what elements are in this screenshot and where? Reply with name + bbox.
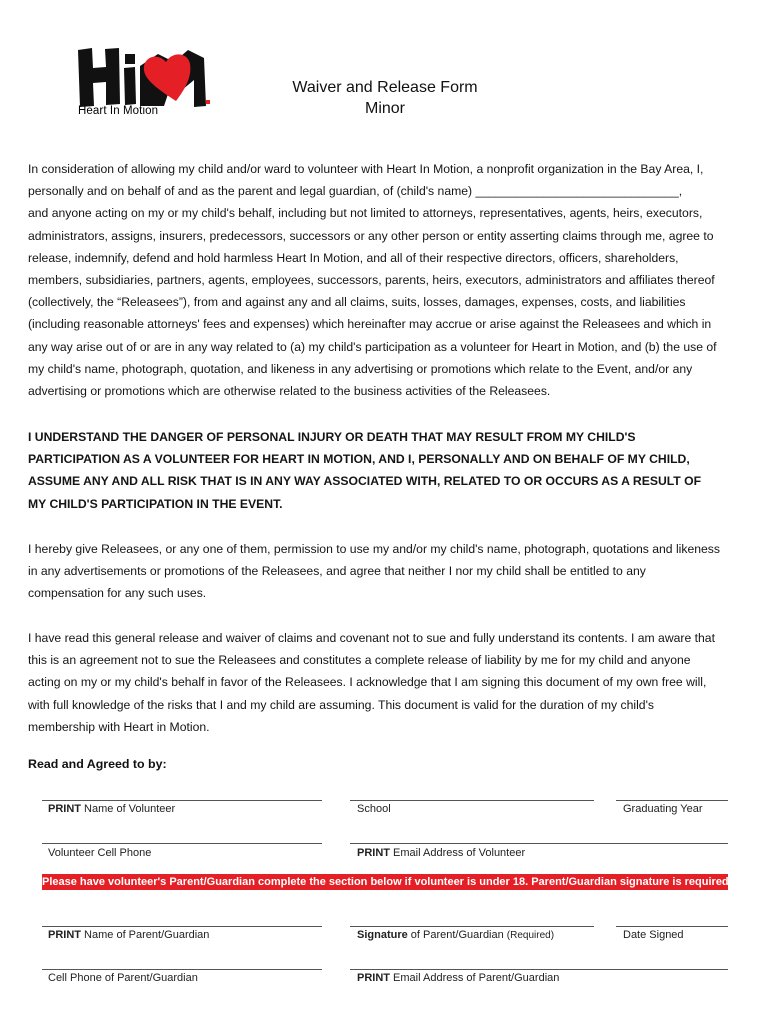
graduating-year-label: Graduating Year (623, 803, 703, 815)
paragraph-line: membership with Heart in Motion. (28, 719, 210, 734)
volunteer-email-label: PRINT Email Address of Volunteer (357, 847, 526, 859)
form-subtitle: Minor (364, 100, 405, 117)
paragraph-line: any way arise out of or are in any way related to (a) my child's participation as a volunteer for Heart in Motion, and (b) the use of (28, 339, 717, 354)
paragraph-line: administrators, assigns, insurers, predecessors, successors or any other person or entity asserting claims through me, agree to (28, 228, 714, 243)
paragraph-line: MY CHILD'S PARTICIPATION IN THE EVENT. (28, 496, 283, 511)
heart-in-motion-logo (76, 46, 212, 124)
school-label: School (357, 803, 391, 815)
parent-phone-line[interactable] (42, 969, 322, 970)
parent-signature-label: Signature of Parent/Guardian (Required) (357, 929, 555, 941)
paragraph-line: release, indemnify, defend and hold harmless Heart In Motion, and all of their respective directors, officers, shareholders, (28, 250, 679, 265)
paragraph-line: ASSUME ANY AND ALL RISK THAT IS IN ANY WAY ASSOCIATED WITH, RELATED TO OR OCCURS AS A RESULT OF (28, 474, 702, 489)
paragraph-line: (collectively, the “Releasees”), from and against any and all claims, suits, losses, damages, expenses, costs, and liabilities (28, 295, 686, 310)
paragraph-line: compensation for any such uses. (28, 586, 207, 601)
paragraph-line: In consideration of allowing my child and/or ward to volunteer with Heart In Motion, a nonprofit organization in the Bay Area, I, (28, 162, 704, 176)
paragraph-line: personally and on behalf of and as the parent and legal guardian, of (child's name) ______________________________, (28, 184, 683, 199)
parent-email-label: PRINT Email Address of Parent/Guardian (357, 972, 560, 984)
logo-him-heart-icon (76, 46, 212, 108)
paragraph-line: (including reasonable attorneys' fees and expenses) which hereinafter may accrue or arise against the Releasees and which in (28, 317, 712, 332)
paragraph-line: PARTICIPATION AS A VOLUNTEER FOR HEART IN MOTION, AND I, PERSONALLY AND ON BEHALF OF MY CHILD, (28, 452, 690, 467)
school-line[interactable] (350, 800, 594, 801)
volunteer-phone-label: Volunteer Cell Phone (48, 847, 152, 859)
parent-name-line[interactable] (42, 926, 322, 927)
date-signed-line[interactable] (616, 926, 728, 927)
parent-signature-line[interactable] (350, 926, 594, 927)
paragraph-line: members, subsidiaries, partners, agents, employees, successors, parents, heirs, executors, administrators and affiliates thereof (28, 273, 715, 288)
date-signed-label: Date Signed (623, 929, 684, 941)
media-permission-paragraph (28, 538, 748, 605)
paragraph-line: I UNDERSTAND THE DANGER OF PERSONAL INJURY OR DEATH THAT MAY RESULT FROM MY CHILD'S (28, 430, 636, 444)
paragraph-line: in any advertisements or promotions of the Releasees, and agree that neither I nor my child shall be entitled to any (28, 564, 646, 579)
parent-phone-label: Cell Phone of Parent/Guardian (48, 972, 198, 984)
parent-name-label: PRINT Name of Parent/Guardian (48, 929, 210, 941)
paragraph-line: and anyone acting on my or my child's behalf, including but not limited to attorneys, representatives, agents, heirs, executors, (28, 206, 703, 221)
volunteer-email-line[interactable] (350, 843, 728, 844)
read-and-agreed-heading: Read and Agreed to by: (28, 757, 167, 771)
volunteer-name-label: PRINT Name of Volunteer (48, 803, 176, 815)
logo-caption: Heart In Motion (78, 105, 159, 117)
paragraph-line: I have read this general release and waiver of claims and covenant not to sue and fully understand its contents. I am aware that (28, 631, 715, 645)
paragraph-line: acting on my or my child's behalf in favor of the Releasees. I acknowledge that I am signing this document of my own free will, (28, 675, 707, 690)
paragraph-line: this is an agreement not to sue the Releasees and constitutes a complete release of liability by me for my child and anyone (28, 653, 691, 668)
parent-guardian-notice-banner: Please have volunteer's Parent/Guardian complete the section below if volunteer is under 18. Parent/Guardian signature is required. (42, 876, 732, 888)
paragraph-line: I hereby give Releasees, or any one of them, permission to use my and/or my child's name, photograph, quotations and likeness (28, 542, 720, 556)
paragraph-line: my child's name, photograph, quotation, and likeness in any advertising or promotions which relate to the Event, and/or any (28, 361, 693, 376)
paragraph-line: advertising or promotions which are otherwise related to the business activities of the Releasees. (28, 384, 551, 399)
form-title: Waiver and Release Form (292, 79, 478, 96)
volunteer-name-line[interactable] (42, 800, 322, 801)
risk-acknowledgement-paragraph (28, 426, 748, 515)
graduating-year-line[interactable] (616, 800, 728, 801)
volunteer-phone-line[interactable] (42, 843, 322, 844)
parent-email-line[interactable] (350, 969, 728, 970)
release-statement-paragraph (28, 627, 748, 738)
consideration-paragraph (28, 158, 748, 402)
paragraph-line: with full knowledge of the risks that I and my child are assuming. This document is valid for the duration of my child's (28, 697, 654, 712)
